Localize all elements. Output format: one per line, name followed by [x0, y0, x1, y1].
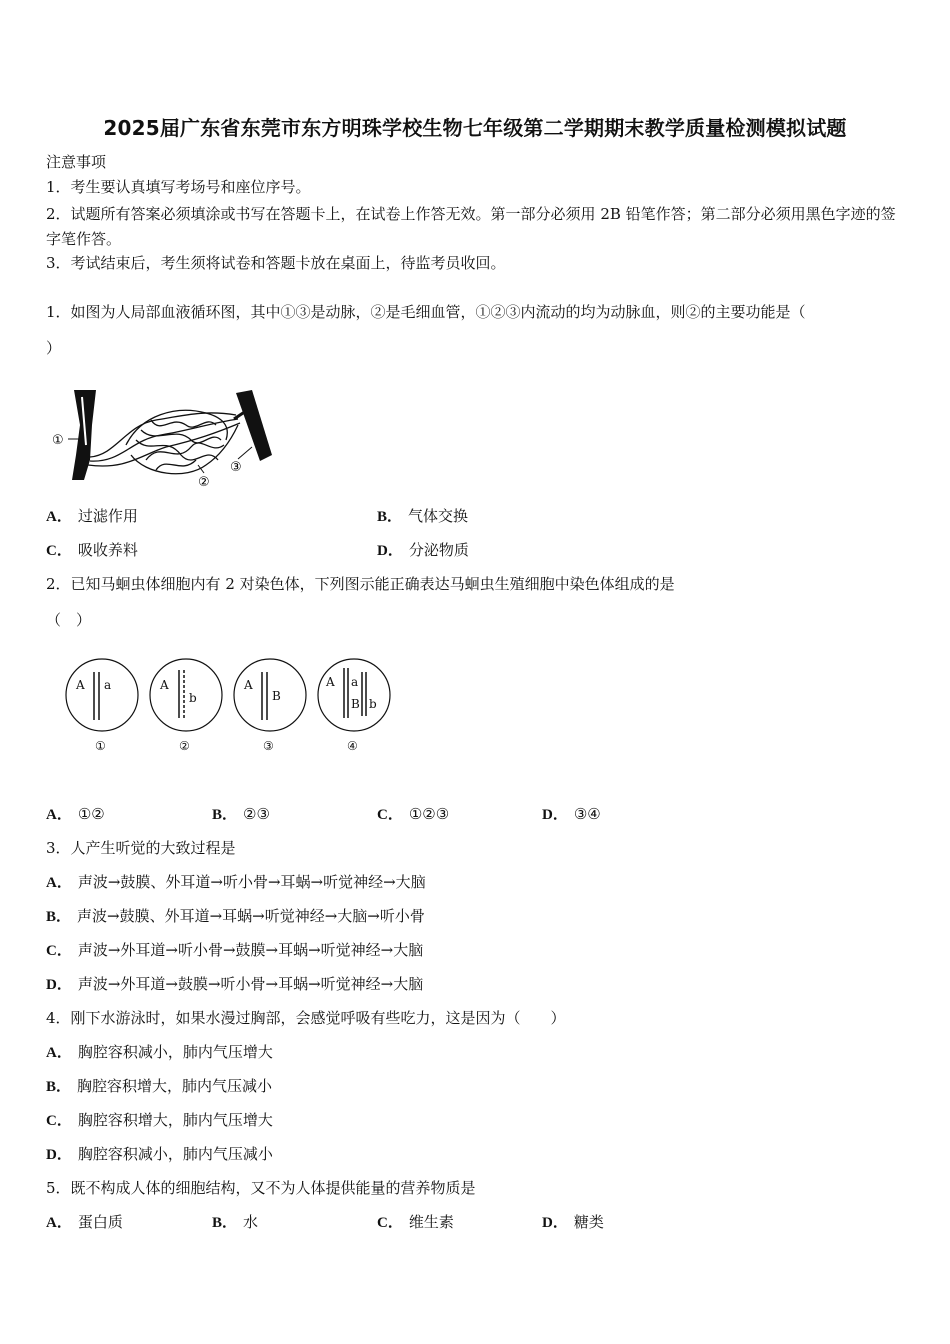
figure-label-3: ③	[230, 460, 242, 475]
artery-1-shape	[72, 390, 96, 480]
artery-3-shape	[236, 390, 272, 461]
q4-option-b-text: 胸腔容积增大，肺内气压减小	[77, 1077, 273, 1095]
cell-2-number: ②	[179, 739, 190, 753]
q3-option-a[interactable]	[46, 872, 426, 893]
q2-option-b[interactable]	[212, 804, 270, 825]
q4-option-d-text: 胸腔容积减小，肺内气压减小	[77, 1145, 273, 1163]
q5-option-a-letter: A．	[46, 1215, 72, 1231]
cell-1-number: ①	[95, 739, 106, 753]
q2-option-b-text: ②③	[243, 805, 270, 823]
cell-3-label-1: A	[244, 678, 253, 692]
q5-option-d[interactable]	[542, 1212, 604, 1233]
q1-option-a-text: 过滤作用	[77, 507, 138, 525]
q3-option-d[interactable]	[46, 974, 423, 995]
q2-option-c-letter: C．	[377, 807, 403, 823]
q5-option-a[interactable]	[46, 1212, 123, 1233]
q4-option-c-text: 胸腔容积增大，肺内气压增大	[77, 1111, 273, 1129]
q1-option-a[interactable]	[46, 506, 138, 527]
q4-option-a-text: 胸腔容积减小，肺内气压增大	[77, 1043, 273, 1061]
q4-stem: 4．刚下水游泳时，如果水漫过胸部，会感觉呼吸有些吃力，这是因为（ ）	[46, 1009, 566, 1027]
q1-option-c-text: 吸收养料	[77, 541, 138, 559]
q4-option-d-letter: D．	[46, 1147, 72, 1163]
q5-stem: 5．既不构成人体的细胞结构，又不为人体提供能量的营养物质是	[46, 1179, 476, 1197]
q1-option-b-text: 气体交换	[408, 507, 469, 525]
q5-option-d-letter: D．	[542, 1215, 568, 1231]
q1-option-d[interactable]	[377, 540, 469, 561]
cell-1-circle	[66, 659, 138, 731]
cell-2-label-1: A	[160, 678, 169, 692]
q4-option-d[interactable]	[46, 1144, 273, 1165]
page-title: 2025届广东省东莞市东方明珠学校生物七年级第二学期期末教学质量检测模拟试题	[103, 116, 847, 140]
q4-option-b[interactable]	[46, 1076, 272, 1097]
q2-option-a-text: ①②	[77, 805, 105, 823]
cell-4-number: ④	[347, 739, 358, 753]
notice-item-3: 3．考试结束后，考生须将试卷和答题卡放在桌面上，待监考员收回。	[46, 254, 506, 272]
q1-stem: 1．如图为人局部血液循环图，其中①③是动脉，②是毛细血管，①②③内流动的均为动脉血，则②的主要功能是（	[46, 303, 806, 321]
q3-option-a-text: 声波→鼓膜、外耳道→听小骨→耳蜗→听觉神经→大脑	[77, 873, 426, 891]
figure-label-1: ①	[52, 433, 64, 448]
cell-4-label-2: a	[351, 675, 359, 689]
cell-4-label-1: A	[326, 675, 335, 689]
q3-option-c-text: 声波→外耳道→听小骨→鼓膜→耳蜗→听觉神经→大脑	[77, 941, 424, 959]
q3-option-c-letter: C．	[46, 943, 72, 959]
q3-stem: 3．人产生听觉的大致过程是	[46, 839, 236, 857]
cell-4-label-3: B	[351, 697, 360, 711]
q2-option-d[interactable]	[542, 804, 601, 825]
cell-1-label-2: a	[104, 678, 112, 692]
q2-option-c[interactable]	[377, 804, 449, 825]
q1-option-b[interactable]	[377, 506, 468, 527]
cell-2-label-2: b	[189, 691, 197, 705]
q3-option-c[interactable]	[46, 940, 423, 961]
q5-option-c[interactable]	[377, 1212, 454, 1233]
q5-option-b-text: 水	[243, 1213, 259, 1231]
q4-option-a[interactable]	[46, 1042, 273, 1063]
figure-label-2: ②	[198, 475, 210, 490]
q2-option-d-text: ③④	[573, 805, 601, 823]
cell-2-circle	[150, 659, 222, 731]
q4-option-b-letter: B．	[46, 1079, 72, 1095]
q2-option-a-letter: A．	[46, 807, 72, 823]
q3-option-d-letter: D．	[46, 977, 72, 993]
q2-option-d-letter: D．	[542, 807, 568, 823]
q3-option-b-text: 声波→鼓膜、外耳道→耳蜗→听觉神经→大脑→听小骨	[77, 907, 425, 925]
q1-stem-close: ）	[46, 339, 62, 357]
q1-option-d-letter: D．	[377, 543, 403, 559]
q2-chromosome-figure	[62, 652, 422, 757]
q1-option-b-letter: B．	[377, 509, 403, 525]
q2-stem: 2．已知马蛔虫体细胞内有 2 对染色体，下列图示能正确表达马蛔虫生殖细胞中染色体组成的是	[46, 575, 675, 593]
capillary-network	[88, 410, 240, 473]
q5-option-a-text: 蛋白质	[77, 1213, 123, 1231]
q3-option-b[interactable]	[46, 906, 425, 927]
cell-4-circle	[318, 659, 390, 731]
cell-3-label-2: B	[272, 689, 281, 703]
notice-item-1: 1．考生要认真填写考场号和座位序号。	[46, 178, 311, 196]
q4-option-c-letter: C．	[46, 1113, 72, 1129]
q1-option-a-letter: A．	[46, 509, 72, 525]
q3-option-b-letter: B．	[46, 909, 72, 925]
q2-option-c-text: ①②③	[408, 805, 450, 823]
cell-3-number: ③	[263, 739, 274, 753]
q3-option-a-letter: A．	[46, 875, 72, 891]
notice-heading: 注意事项	[46, 153, 107, 171]
cell-4-label-4: b	[369, 697, 377, 711]
q3-option-d-text: 声波→外耳道→鼓膜→听小骨→耳蜗→听觉神经→大脑	[77, 975, 424, 993]
q5-option-b[interactable]	[212, 1212, 258, 1233]
q2-option-a[interactable]	[46, 804, 105, 825]
cell-3-circle	[234, 659, 306, 731]
q1-option-c[interactable]	[46, 540, 138, 561]
q1-blood-circulation-figure	[46, 385, 286, 495]
q5-option-b-letter: B．	[212, 1215, 238, 1231]
q2-stem-close: （ ）	[46, 611, 92, 629]
q5-option-c-text: 维生素	[408, 1213, 454, 1231]
q1-option-d-text: 分泌物质	[408, 541, 469, 559]
label-3-leader	[238, 447, 252, 459]
q5-option-d-text: 糖类	[573, 1213, 604, 1231]
q1-option-c-letter: C．	[46, 543, 72, 559]
q5-option-c-letter: C．	[377, 1215, 403, 1231]
q2-option-b-letter: B．	[212, 807, 238, 823]
cell-1-label-1: A	[76, 678, 85, 692]
notice-item-2: 2．试题所有答案必须填涂或书写在答题卡上，在试卷上作答无效。第一部分必须用 2B 铅笔作答；第二部分必须用黑色字迹的签字笔作答。	[46, 205, 896, 248]
q4-option-c[interactable]	[46, 1110, 273, 1131]
q4-option-a-letter: A．	[46, 1045, 72, 1061]
